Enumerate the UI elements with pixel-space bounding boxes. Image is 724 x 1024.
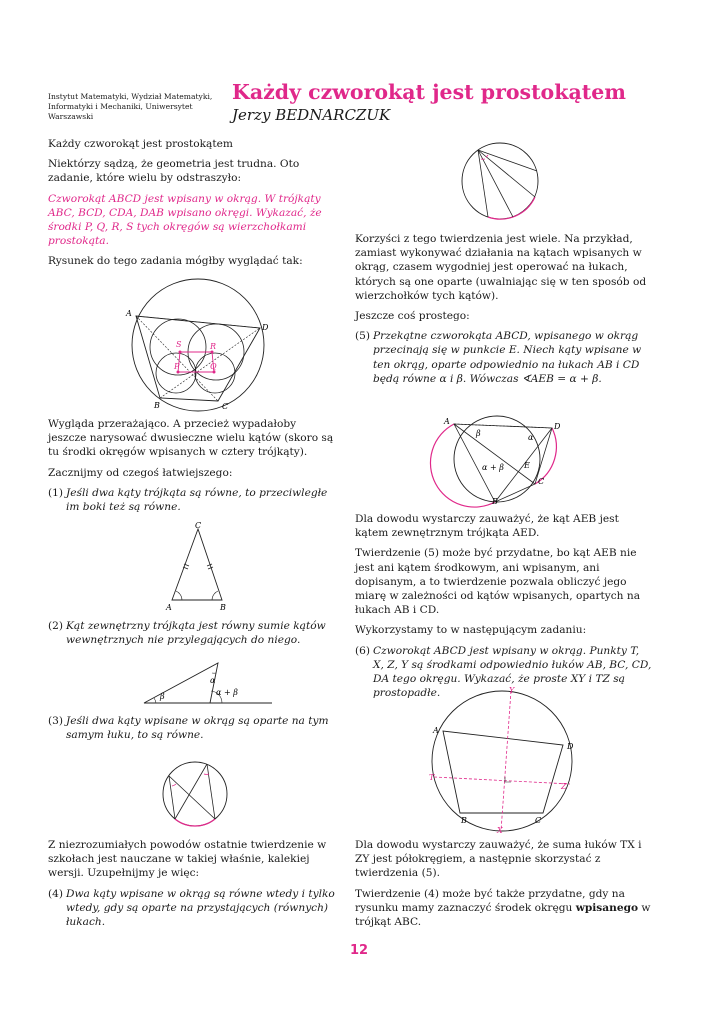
theorem-2 — [48, 619, 335, 647]
remark-paragraph: Wygląda przerażająco. A przecież wypadałoby jeszcze narysować dwusieczne wielu kątów (skoro są tu środki okręgów wpisanych w cztery trójkąty). — [48, 418, 334, 459]
theorem-4-text: Dwa kąty wpisane w okrąg są równe wtedy i tylko wtedy, gdy są oparte na przystających (równych) łukach. — [66, 887, 335, 929]
fig3-label-alpha: α — [210, 676, 216, 685]
theorem-4 — [48, 887, 335, 930]
theorem-5-text: Przekątne czworokąta ABCD, wpisanego w okrąg przecinają się w punkcie E. Niech kąty wpisane w ten okrąg, oparte odpowiednio na łukach AB i CD będą równe α i β. Wówczas ∢AEB = α + β. — [373, 330, 642, 385]
theorem-5 — [355, 329, 653, 386]
usefulness-paragraph: Twierdzenie (5) może być przydatne, bo kąt AEB nie jest ani kątem środkowym, ani wpisanym, ani dopisanym, a to twierdzenie pozwala obliczyć jego miarę w zależności od kątów wpisanych, opartych na łukach AB i CD. — [355, 547, 641, 617]
theorem-3 — [48, 714, 335, 742]
fig5-label-beta: β — [476, 429, 481, 438]
problem-statement: Czworokąt ABCD jest wpisany w okrąg. W trójkąty ABC, BCD, CDA, DAB wpisano okręgi. Wykazać, że środki P, Q, R, S tych okręgów są wierzchołkami prostokąta. — [48, 192, 322, 248]
figure-equal-arcs — [455, 137, 550, 229]
intro-paragraph: Niektórzy sądzą, że geometria jest trudna. Oto zadanie, które wielu by odstraszyło: — [48, 158, 300, 185]
theorem-1 — [48, 486, 335, 514]
theorem-2-number: (2) — [48, 620, 64, 632]
theorem-3-number: (3) — [48, 715, 64, 727]
fig1-label-s: S — [176, 340, 182, 349]
left-column-theorem-3 — [48, 714, 335, 748]
fig6-label-b: B — [461, 816, 467, 825]
fig6-label-d: D — [567, 742, 574, 751]
start-paragraph: Zacznijmy od czegoś łatwiejszego: — [48, 466, 233, 479]
incircle-remark-end: w trójkąt ABC. — [355, 901, 651, 929]
fig1-label-b: B — [154, 401, 160, 410]
next-task-paragraph: Wykorzystamy to w następującym zadaniu: — [355, 624, 587, 637]
fig3-label-beta: β — [160, 692, 165, 701]
fig1-label-q: Q — [210, 362, 217, 371]
fig5-label-d: D — [554, 422, 561, 431]
fig5-label-b: B — [492, 497, 498, 506]
right-column-middle — [355, 512, 653, 706]
fig6-label-x: X — [497, 826, 503, 835]
figure-inscribed-angles — [155, 758, 235, 830]
proof-6-paragraph: Dla dowodu wystarczy zauważyć, że suma łuków TX i ZY jest półokręgiem, a następnie skorzystać z twierdzenia (5). — [355, 839, 642, 880]
fig6-label-y: Y — [509, 686, 515, 695]
figure-exterior-angle — [140, 657, 275, 707]
fig5-label-c: C — [538, 477, 545, 486]
institute-affiliation: Instytut Matematyki, Wydział Matematyki, Informatyki i Mechaniki, Uniwersytet Warszawski — [48, 92, 213, 121]
theorem-6-text: Czworokąt ABCD jest wpisany w okrąg. Punkty T, X, Z, Y są środkami odpowiednio łuków AB, BC, CD, DA tego okręgu. Wykazać, że proste XY i TZ są prostopadłe. — [373, 644, 652, 700]
fig1-label-a: A — [126, 309, 132, 318]
figure-diagonals — [440, 412, 570, 507]
fig5-label-e: E — [524, 461, 530, 470]
intro-heading: Każdy czworokąt jest prostokątem — [48, 138, 233, 150]
fig5-label-alpha: α — [528, 433, 534, 442]
theorem-1-text: Jeśli dwa kąty trójkąta są równe, to przeciwległe im boki też są równe. — [66, 486, 328, 514]
incircle-remark-bold: wpisanego — [575, 901, 639, 914]
article-title: Każdy czworokąt jest prostokątem — [232, 80, 626, 104]
fig2-label-a: A — [166, 603, 172, 612]
figure-incircles — [118, 270, 278, 415]
fig5-label-a: A — [444, 417, 450, 426]
left-column-top — [48, 137, 335, 275]
fig6-label-c: C — [535, 816, 542, 825]
theorem-3-text: Jeśli dwa kąty wpisane w okrąg są oparte na tym samym łuku, to są równe. — [66, 715, 329, 742]
theorem-2-text: Kąt zewnętrzny trójkąta jest równy sumie kątów wewnętrznych nie przylegających do niego. — [66, 620, 326, 647]
figure-intro: Rysunek do tego zadania mógłby wyglądać tak: — [48, 255, 303, 268]
theorem-5-number: (5) — [355, 330, 371, 343]
benefits-paragraph: Korzyści z tego twierdzenia jest wiele. Na przykład, zamiast wykonywać działania na kątach wpisanych w okrąg, czasem wygodniej jest operować na łukach, których są one oparte (uwalniając się w ten sposób od wierzchołków tych kątów). — [355, 233, 647, 302]
right-column-top — [355, 232, 653, 392]
fig1-label-c: C — [222, 402, 229, 411]
proof-5-paragraph: Dla dowodu wystarczy zauważyć, że kąt AEB jest kątem zewnętrznym trójkąta AED. — [355, 513, 619, 540]
fig6-label-a: A — [433, 726, 439, 735]
simple-paragraph: Jeszcze coś prostego: — [355, 310, 470, 323]
page-number: 12 — [350, 943, 369, 958]
fig1-label-d: D — [262, 323, 269, 332]
school-remark-paragraph: Z niezrozumiałych powodów ostatnie twierdzenie w szkołach jest nauczane w takiej właśnie, kalekiej wersji. Uzupełnijmy je więc: — [48, 839, 327, 880]
theorem-1-number: (1) — [48, 486, 64, 499]
left-column-middle — [48, 417, 335, 520]
fig2-label-c: C — [195, 521, 202, 530]
fig6-label-t: T — [429, 773, 435, 782]
incircle-remark-paragraph — [355, 887, 653, 930]
theorem-6-number: (6) — [355, 644, 371, 657]
theorem-4-number: (4) — [48, 887, 64, 900]
fig1-label-r: R — [210, 342, 217, 351]
right-column-bottom — [355, 838, 653, 935]
fig1-label-p: P — [174, 362, 180, 371]
article-author: Jerzy BEDNARCZUK — [232, 106, 391, 124]
left-column-bottom — [48, 838, 335, 935]
left-column-theorem-2 — [48, 619, 335, 653]
fig2-label-b: B — [220, 603, 226, 612]
fig3-label-sum: α + β — [216, 688, 238, 697]
figure-isosceles-triangle — [160, 522, 240, 612]
fig6-label-z: Z — [561, 782, 567, 791]
fig5-label-sum: α + β — [482, 463, 504, 472]
incircle-remark-start: Twierdzenie (4) może być także przydatne, gdy na rysunku mamy zaznaczyć środek okręgu — [355, 887, 625, 914]
figure-arc-midpoints — [425, 683, 580, 835]
